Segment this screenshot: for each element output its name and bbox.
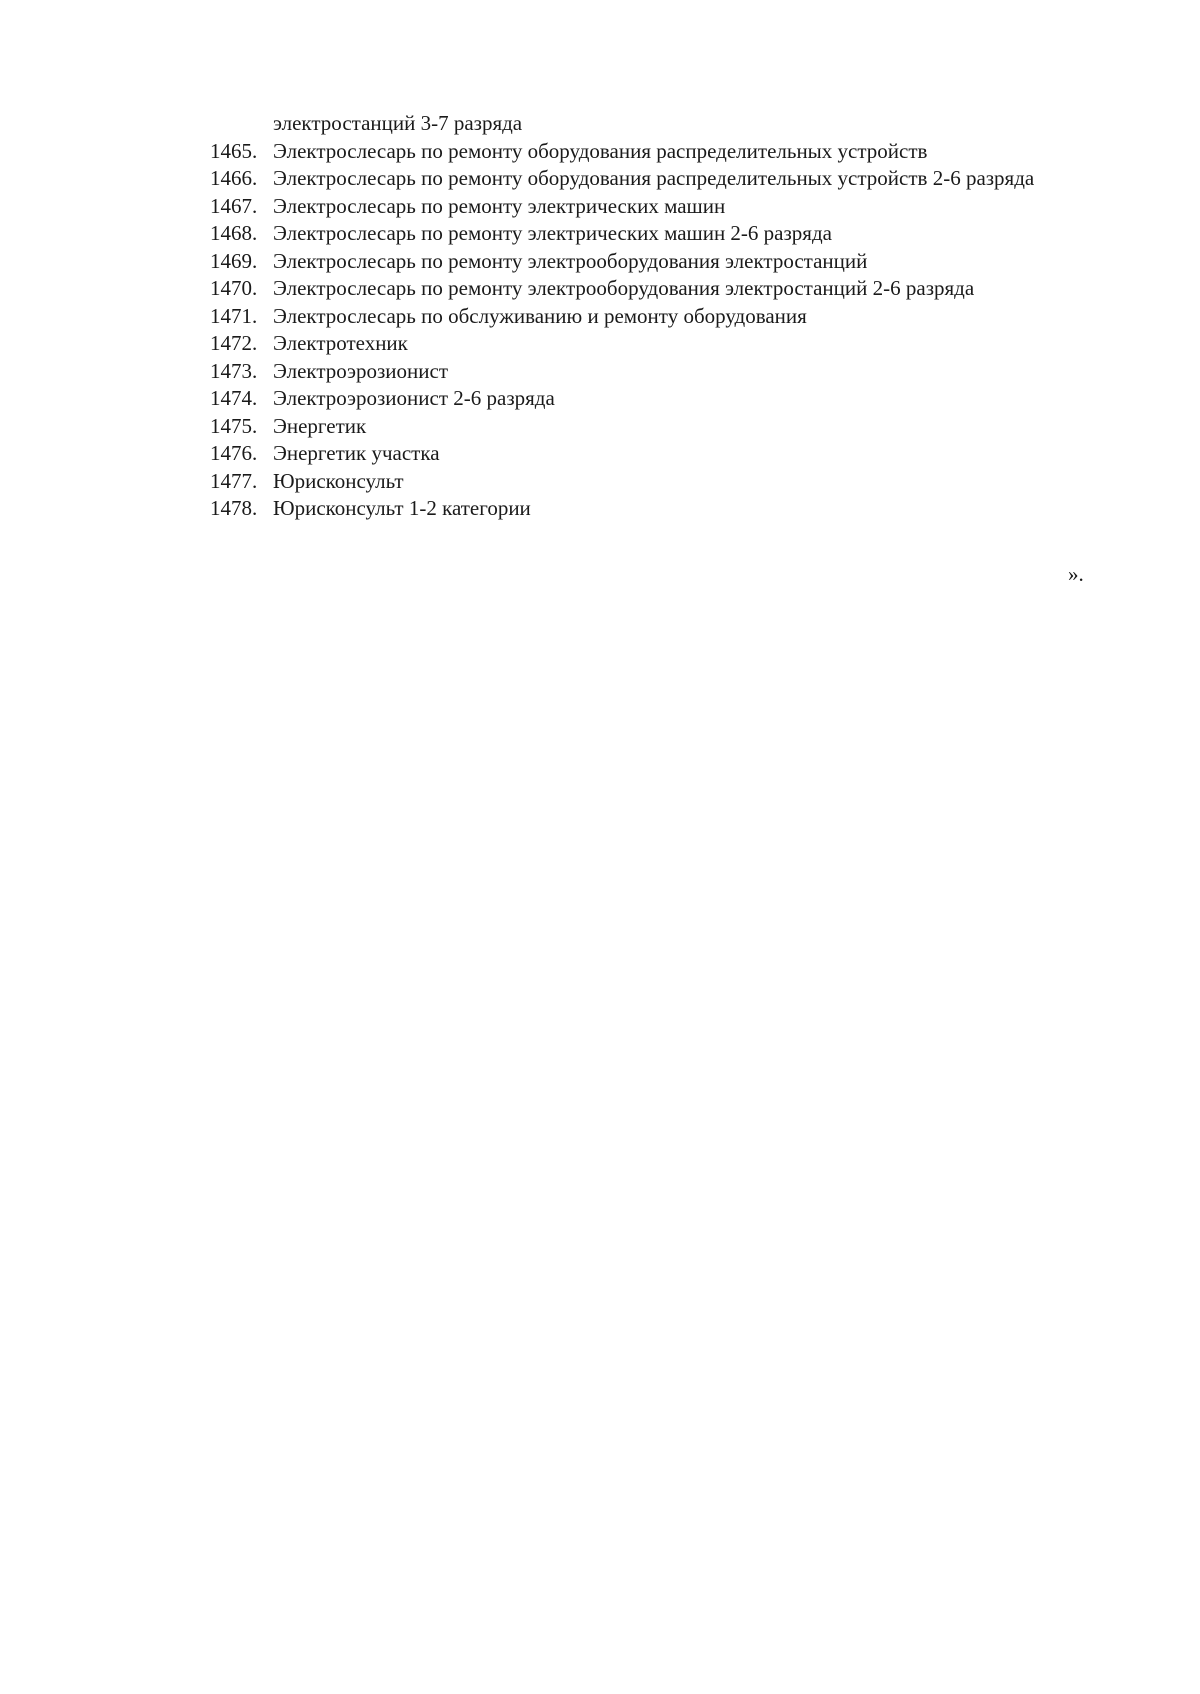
item-text: Электротехник	[273, 331, 408, 355]
list-item	[210, 385, 1110, 413]
item-number: 1467.	[210, 193, 258, 218]
closing-quote-mark: ».	[1068, 562, 1084, 586]
item-number: 1469.	[210, 248, 258, 273]
list-item	[210, 303, 1110, 331]
profession-list	[210, 110, 1110, 523]
list-item	[210, 413, 1110, 441]
list-item	[210, 330, 1110, 358]
list-item	[210, 440, 1110, 468]
list-item	[210, 358, 1110, 386]
list-item	[210, 495, 1110, 523]
list-item	[210, 165, 1110, 193]
item-text: Юрисконсульт 1-2 категории	[273, 496, 531, 520]
continuation-line: электростанций 3-7 разряда	[273, 111, 523, 135]
list-item	[210, 193, 1110, 221]
item-number: 1471.	[210, 303, 258, 328]
list-item	[210, 220, 1110, 248]
item-number: 1465.	[210, 138, 258, 163]
item-number: 1472.	[210, 331, 258, 355]
item-text: Юрисконсульт	[273, 468, 404, 493]
list-item	[210, 275, 1110, 303]
item-text: Электрослесарь по ремонту электрических машин 2-6 разряда	[273, 221, 832, 245]
item-text: Энергетик	[273, 413, 367, 438]
item-number: 1476.	[210, 441, 258, 465]
item-text: Электроэрозионист	[273, 358, 449, 383]
list-item	[210, 248, 1110, 276]
list-item	[210, 468, 1110, 496]
item-number: 1466.	[210, 166, 258, 190]
item-number: 1477.	[210, 468, 258, 493]
list-item	[210, 138, 1110, 166]
item-text: Электрослесарь по ремонту электрооборудования электростанций	[273, 248, 868, 273]
item-text: Энергетик участка	[273, 441, 440, 465]
item-text: Электрослесарь по ремонту электрооборудования электростанций 2-6 разряда	[273, 276, 975, 300]
item-text: Электроэрозионист 2-6 разряда	[273, 386, 555, 410]
item-number: 1478.	[210, 496, 258, 520]
item-number: 1475.	[210, 413, 258, 438]
item-number: 1468.	[210, 221, 258, 245]
item-number: 1470.	[210, 276, 258, 300]
item-number: 1473.	[210, 358, 258, 383]
item-text: Электрослесарь по ремонту электрических машин	[273, 193, 726, 218]
item-number: 1474.	[210, 386, 258, 410]
item-text: Электрослесарь по ремонту оборудования распределительных устройств 2-6 разряда	[273, 166, 1035, 190]
item-text: Электрослесарь по обслуживанию и ремонту оборудования	[273, 303, 807, 328]
item-text: Электрослесарь по ремонту оборудования распределительных устройств	[273, 138, 928, 163]
